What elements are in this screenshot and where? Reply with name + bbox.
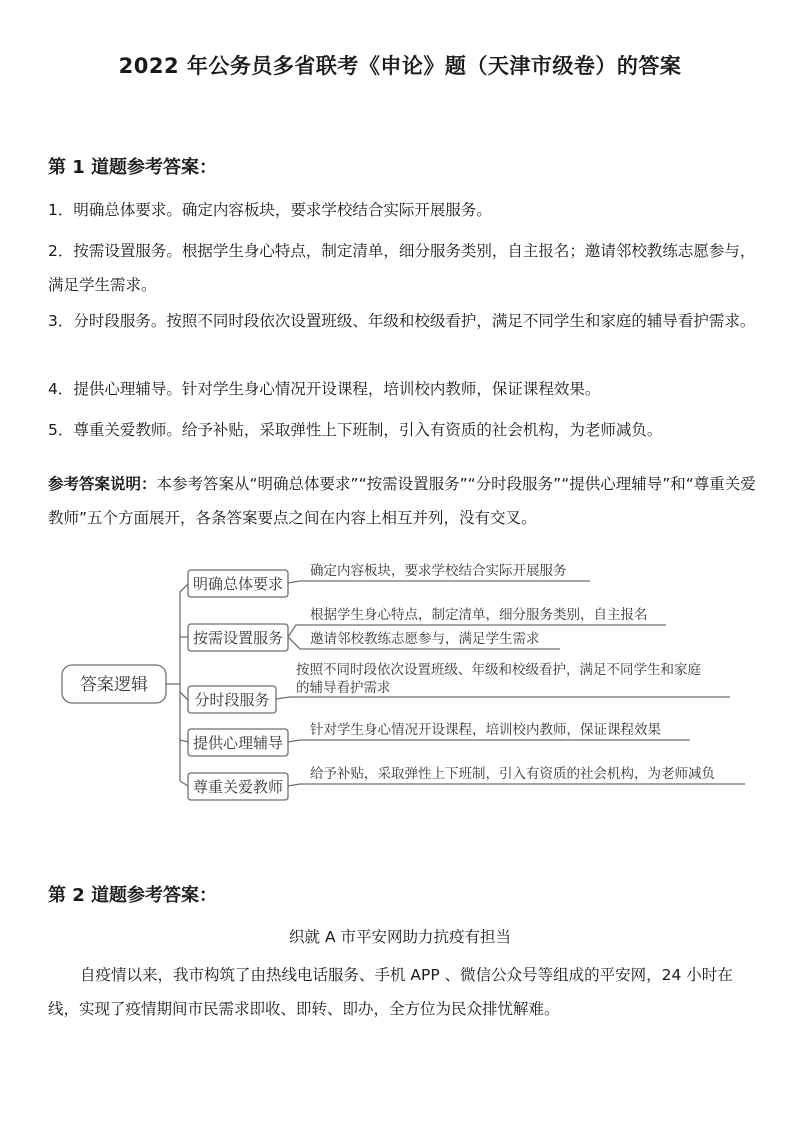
answer-note-text: 本参考答案从“明确总体要求”“按需设置服务”“分时段服务”“提供心理辅导”和“尊重关爱教师”五个方面展开，各条答案要点之间在内容上相互并列，没有交叉。 xyxy=(48,475,756,527)
mindmap-leaf-1-1: 确定内容板块，要求学校结合实际开展服务 xyxy=(310,563,567,579)
document-title: 2022 年公务员多省联考《申论》题（天津市级卷）的答案 xyxy=(118,54,682,78)
mindmap-leaf-2-1: 根据学生身心特点，制定清单，细分服务类别，自主报名 xyxy=(310,607,648,623)
q1-heading: 第 1 道题参考答案： xyxy=(48,157,218,178)
q1-item-2: 2．按需设置服务。根据学生身心特点，制定清单，细分服务类别，自主报名；邀请邻校教练志愿参与，满足学生需求。 xyxy=(48,242,756,294)
answer-logic-mindmap xyxy=(0,540,800,820)
mindmap-branch-1-label: 明确总体要求 xyxy=(192,575,284,593)
mindmap-branch-4-label: 提供心理辅导 xyxy=(192,734,284,752)
q2-paragraph-1: 自疫情以来，我市构筑了由热线电话服务、手机 APP 、微信公众号等组成的平安网，24 小时在线，实现了疫情期间市民需求即收、即转、即办，全方位为民众排忧解难。 xyxy=(48,966,733,1018)
mindmap-leaf-5-1: 给予补贴，采取弹性上下班制，引入有资质的社会机构，为老师减负 xyxy=(310,766,715,782)
mindmap-branch-3-label: 分时段服务 xyxy=(194,691,270,709)
answer-note xyxy=(48,467,760,535)
answer-note-label: 参考答案说明： xyxy=(48,475,157,493)
q1-item-1: 1．明确总体要求。确定内容板块，要求学校结合实际开展服务。 xyxy=(48,201,492,219)
q2-essay-title: 织就 A 市平安网助力抗疫有担当 xyxy=(289,928,511,946)
q1-item-4: 4．提供心理辅导。针对学生身心情况开设课程，培训校内教师，保证课程效果。 xyxy=(48,380,601,398)
q1-item-3: 3．分时段服务。按照不同时段依次设置班级、年级和校级看护，满足不同学生和家庭的辅导看护需求。 xyxy=(48,312,756,330)
q2-heading: 第 2 道题参考答案： xyxy=(48,885,218,906)
mindmap-leaf-4-1: 针对学生身心情况开设课程，培训校内教师，保证课程效果 xyxy=(310,722,661,738)
mindmap-branch-5-label: 尊重关爱教师 xyxy=(192,778,284,796)
mindmap-leaf-3-1: 按照不同时段依次设置班级、年级和校级看护，满足不同学生和家庭 xyxy=(296,662,701,678)
mindmap-root-label: 答案逻辑 xyxy=(80,675,148,695)
mindmap-branch-2-label: 按需设置服务 xyxy=(192,629,284,647)
mindmap-leaf-2-2: 邀请邻校教练志愿参与，满足学生需求 xyxy=(310,631,540,647)
mindmap-leaf-3-2: 的辅导看护需求 xyxy=(296,680,391,696)
q1-item-5: 5．尊重关爱教师。给予补贴，采取弹性上下班制，引入有资质的社会机构，为老师减负。 xyxy=(48,421,663,439)
